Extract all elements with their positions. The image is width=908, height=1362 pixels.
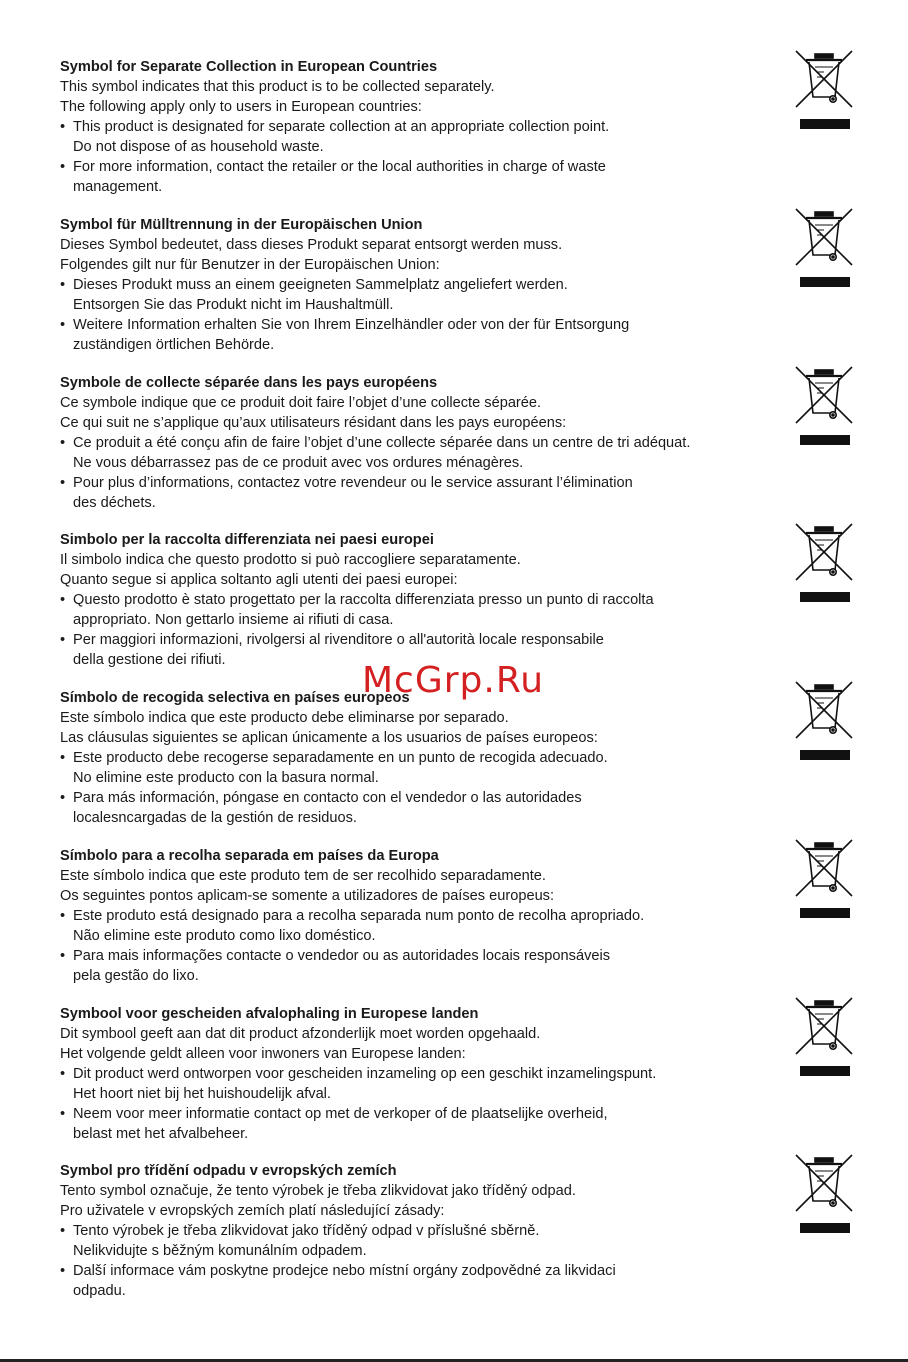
list-item xyxy=(60,590,760,630)
section-text xyxy=(60,215,760,355)
section-scope-line: Folgendes gilt nur für Benutzer in der Europäischen Union: xyxy=(60,257,440,273)
bullet-text-line: Para más información, póngase en contacto con el vendedor o las autoridades xyxy=(73,790,582,806)
bullet-text-line: Dit product werd ontworpen voor gescheiden inzameling op een geschikt inzamelingspunt. xyxy=(73,1066,657,1082)
bullet-marker: • xyxy=(60,750,66,766)
bullet-text-line: Não elimine este produto como lixo doméstico. xyxy=(73,928,376,944)
section-text xyxy=(60,1004,760,1144)
bullet-marker: • xyxy=(60,159,66,175)
list-item xyxy=(60,275,760,315)
section-intro-line: Este símbolo indica que este producto debe eliminarse por separado. xyxy=(60,710,509,726)
bullet-text-line: Entsorgen Sie das Produkt nicht im Haushaltmüll. xyxy=(73,297,394,313)
list-item xyxy=(60,788,760,828)
weee-crossed-bin-icon xyxy=(793,838,855,922)
bullet-marker: • xyxy=(60,948,66,964)
bullet-text-line: Tento výrobek je třeba zlikvidovat jako tříděný odpad v příslušné sběrně. xyxy=(73,1223,540,1239)
bullet-text-line: Questo prodotto è stato progettato per la raccolta differenziata presso un punto di raccolta xyxy=(73,592,654,608)
weee-crossed-bin-icon xyxy=(793,207,855,291)
list-item xyxy=(60,315,760,355)
bullet-text-line: localesncargadas de la gestión de residuos. xyxy=(73,810,357,826)
section-intro-line: This symbol indicates that this product is to be collected separately. xyxy=(60,79,495,95)
bullet-text-line: della gestione dei rifiuti. xyxy=(73,652,226,668)
bullet-marker: • xyxy=(60,475,66,491)
bullet-text-line: belast met het afvalbeheer. xyxy=(73,1126,249,1142)
bullet-text-line: odpadu. xyxy=(73,1283,126,1299)
section-scope-line: Het volgende geldt alleen voor inwoners van Europese landen: xyxy=(60,1046,466,1062)
section-scope-line: Las cláusulas siguientes se aplican únicamente a los usuarios de países europeos: xyxy=(60,730,598,746)
bullet-text-line: This product is designated for separate collection at an appropriate collection point. xyxy=(73,119,610,135)
disposal-section xyxy=(0,846,908,996)
bullet-text-line: Para mais informações contacte o vendedor ou as autoridades locais responsáveis xyxy=(73,948,611,964)
section-scope-line: Quanto segue si applica soltanto agli utenti dei paesi europei: xyxy=(60,572,458,588)
bullet-text-line: Ne vous débarrassez pas de ce produit avec vos ordures ménagères. xyxy=(73,455,524,471)
bullet-marker: • xyxy=(60,1106,66,1122)
weee-crossed-bin-icon xyxy=(793,1153,855,1237)
section-heading: Symbol for Separate Collection in European Countries xyxy=(60,59,438,75)
list-item xyxy=(60,946,760,986)
bullet-text-line: Este produto está designado para a recolha separada num ponto de recolha apropriado. xyxy=(73,908,645,924)
section-intro-line: Tento symbol označuje, že tento výrobek je třeba zlikvidovat jako tříděný odpad. xyxy=(60,1183,576,1199)
section-text xyxy=(60,530,760,670)
list-item xyxy=(60,1064,760,1104)
bullet-text-line: pela gestão do lixo. xyxy=(73,968,199,984)
list-item xyxy=(60,1221,760,1261)
section-intro-line: Ce symbole indique que ce produit doit faire l’objet d’une collecte séparée. xyxy=(60,395,542,411)
section-text xyxy=(60,1161,760,1301)
list-item xyxy=(60,473,760,513)
watermark: McGrp.Ru xyxy=(362,660,545,701)
list-item xyxy=(60,157,760,197)
bullet-marker: • xyxy=(60,908,66,924)
bullet-marker: • xyxy=(60,1223,66,1239)
bullet-text-line: Per maggiori informazioni, rivolgersi al rivenditore o all'autorità locale responsabile xyxy=(73,632,604,648)
section-heading: Symbole de collecte séparée dans les pays européens xyxy=(60,375,438,391)
list-item xyxy=(60,433,760,473)
section-text xyxy=(60,688,760,828)
disposal-section xyxy=(0,215,908,365)
bullet-text-line: Další informace vám poskytne prodejce nebo místní orgány zodpovědné za likvidaci xyxy=(73,1263,616,1279)
bullet-text-line: Ce produit a été conçu afin de faire l’objet d’une collecte séparée dans un centre de tri adéquat. xyxy=(73,435,691,451)
list-item xyxy=(60,1104,760,1144)
section-heading: Simbolo per la raccolta differenziata nei paesi europei xyxy=(60,532,434,548)
section-scope-line: Os seguintes pontos aplicam-se somente a utilizadores de países europeus: xyxy=(60,888,555,904)
section-scope-line: The following apply only to users in European countries: xyxy=(60,99,422,115)
section-scope-line: Pro uživatele v evropských zemích platí následující zásady: xyxy=(60,1203,445,1219)
bullet-text-line: appropriato. Non gettarlo insieme ai rifiuti di casa. xyxy=(73,612,394,628)
section-heading: Símbolo para a recolha separada em países da Europa xyxy=(60,848,439,864)
bullet-text-line: Weitere Information erhalten Sie von Ihrem Einzelhändler oder von der für Entsorgung xyxy=(73,317,630,333)
section-text xyxy=(60,57,760,197)
weee-crossed-bin-icon xyxy=(793,680,855,764)
list-item xyxy=(60,117,760,157)
bullet-text-line: Nelikvidujte s běžným komunálním odpadem. xyxy=(73,1243,367,1259)
bullet-text-line: No elimine este producto con la basura normal. xyxy=(73,770,379,786)
section-text xyxy=(60,846,760,986)
bullet-text-line: management. xyxy=(73,179,163,195)
bullet-text-line: Este producto debe recogerse separadamente en un punto de recogida adecuado. xyxy=(73,750,608,766)
bullet-marker: • xyxy=(60,1066,66,1082)
section-intro-line: Dieses Symbol bedeutet, dass dieses Produkt separat entsorgt werden muss. xyxy=(60,237,563,253)
bullet-text-line: Neem voor meer informatie contact op met de verkoper of de plaatselijke overheid, xyxy=(73,1106,608,1122)
bullet-text-line: des déchets. xyxy=(73,495,156,511)
section-text xyxy=(60,373,760,513)
bullet-marker: • xyxy=(60,592,66,608)
list-item xyxy=(60,906,760,946)
section-intro-line: Este símbolo indica que este produto tem de ser recolhido separadamente. xyxy=(60,868,546,884)
disposal-section xyxy=(0,688,908,838)
disposal-section xyxy=(0,530,908,680)
bullet-marker: • xyxy=(60,632,66,648)
bullet-marker: • xyxy=(60,317,66,333)
disposal-section xyxy=(0,57,908,207)
disposal-section xyxy=(0,1004,908,1154)
bullet-text-line: Do not dispose of as household waste. xyxy=(73,139,324,155)
section-heading: Symbol für Mülltrennung in der Europäischen Union xyxy=(60,217,423,233)
bullet-text-line: Dieses Produkt muss an einem geeigneten Sammelplatz angeliefert werden. xyxy=(73,277,568,293)
list-item xyxy=(60,748,760,788)
section-heading: Symbool voor gescheiden afvalophaling in Europese landen xyxy=(60,1006,479,1022)
disposal-section xyxy=(0,1161,908,1311)
weee-crossed-bin-icon xyxy=(793,365,855,449)
weee-crossed-bin-icon xyxy=(793,996,855,1080)
disposal-section xyxy=(0,373,908,523)
bullet-marker: • xyxy=(60,277,66,293)
section-intro-line: Il simbolo indica che questo prodotto si può raccogliere separatamente. xyxy=(60,552,521,568)
section-heading: Symbol pro třídění odpadu v evropských zemích xyxy=(60,1163,397,1179)
section-scope-line: Ce qui suit ne s’applique qu’aux utilisateurs résidant dans les pays européens: xyxy=(60,415,567,431)
bullet-marker: • xyxy=(60,119,66,135)
weee-crossed-bin-icon xyxy=(793,522,855,606)
bullet-text-line: Pour plus d’informations, contactez votre revendeur ou le service assurant l’élimination xyxy=(73,475,633,491)
bullet-marker: • xyxy=(60,1263,66,1279)
bullet-text-line: For more information, contact the retailer or the local authorities in charge of waste xyxy=(73,159,606,175)
bullet-marker: • xyxy=(60,435,66,451)
list-item xyxy=(60,1261,760,1301)
section-heading: Símbolo de recogida selectiva en países europeos xyxy=(60,690,410,706)
bullet-text-line: zuständigen örtlichen Behörde. xyxy=(73,337,275,353)
bullet-marker: • xyxy=(60,790,66,806)
weee-crossed-bin-icon xyxy=(793,49,855,133)
section-intro-line: Dit symbool geeft aan dat dit product afzonderlijk moet worden opgehaald. xyxy=(60,1026,541,1042)
bullet-text-line: Het hoort niet bij het huishoudelijk afval. xyxy=(73,1086,331,1102)
